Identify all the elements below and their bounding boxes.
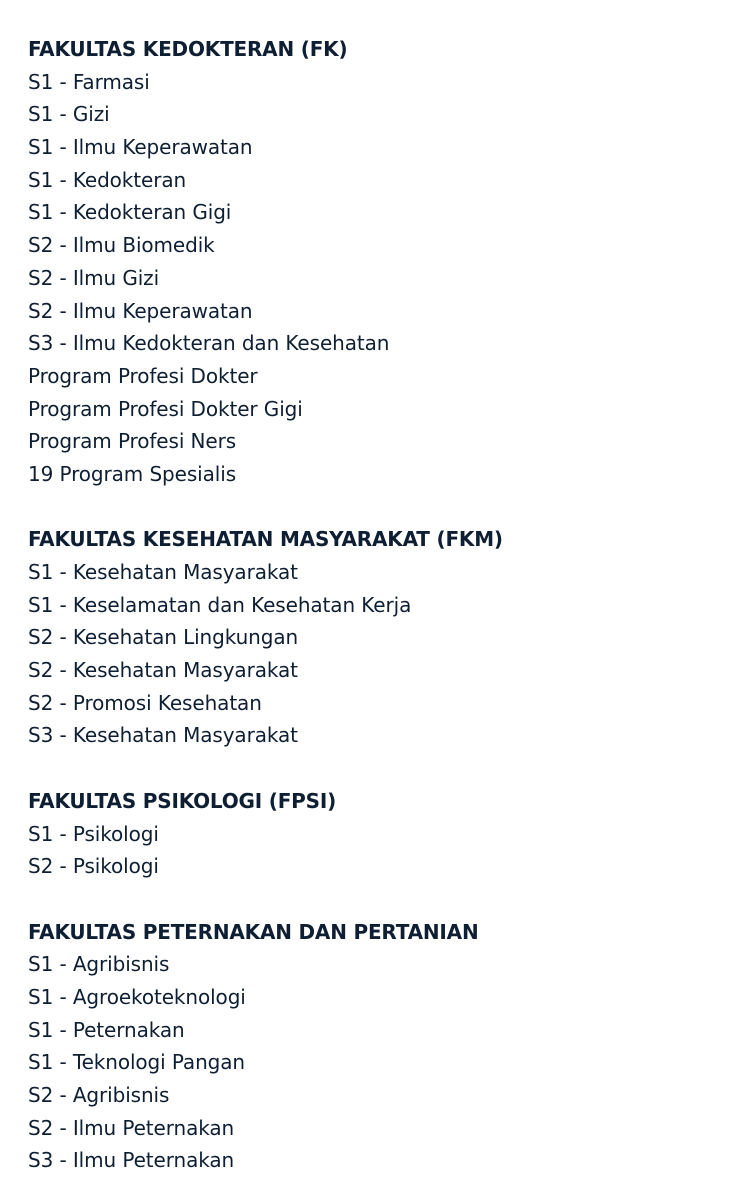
program-item: S2 - Ilmu Keperawatan xyxy=(28,298,253,323)
program-item: S2 - Ilmu Peternakan xyxy=(28,1115,235,1140)
program-item: S1 - Kesehatan Masyarakat xyxy=(28,560,298,584)
program-item: S1 - Agroekoteknologi xyxy=(28,984,246,1009)
program-item: S1 - Gizi xyxy=(28,102,110,127)
faculty-heading: FAKULTAS PETERNAKAN DAN PERTANIAN xyxy=(28,919,479,944)
program-item: Program Profesi Ners xyxy=(28,429,237,454)
program-item: S1 - Ilmu Keperawatan xyxy=(28,135,253,160)
program-item: S2 - Kesehatan Lingkungan xyxy=(28,625,299,650)
program-list xyxy=(28,556,735,752)
faculty-heading: FAKULTAS KEDOKTERAN (FK) xyxy=(28,37,348,61)
program-item: 19 Program Spesialis xyxy=(28,461,237,486)
program-item: S1 - Agribisnis xyxy=(28,952,170,977)
program-item: S3 - Ilmu Peternakan xyxy=(28,1148,235,1173)
program-item: S2 - Psikologi xyxy=(28,854,159,879)
program-item: S1 - Psikologi xyxy=(28,821,159,846)
program-item: S1 - Kedokteran xyxy=(28,167,187,192)
program-item: S3 - Kesehatan Masyarakat xyxy=(28,723,298,748)
program-list xyxy=(28,66,735,491)
program-item: S2 - Promosi Kesehatan xyxy=(28,690,262,715)
faculty-heading: FAKULTAS PSIKOLOGI (FPSI) xyxy=(28,788,337,813)
faculty-section-fkm xyxy=(28,523,735,752)
program-list xyxy=(28,948,735,1177)
program-item: S1 - Teknologi Pangan xyxy=(28,1050,245,1075)
program-item: S3 - Ilmu Kedokteran dan Kesehatan xyxy=(28,331,390,356)
faculty-section-fk xyxy=(28,33,735,491)
program-item: Program Profesi Dokter Gigi xyxy=(28,396,303,421)
program-item: S2 - Ilmu Gizi xyxy=(28,265,160,290)
faculty-heading: FAKULTAS KESEHATAN MASYARAKAT (FKM) xyxy=(28,527,503,552)
faculty-section-peternakan-pertanian xyxy=(28,916,735,1178)
program-item: S1 - Peternakan xyxy=(28,1017,185,1042)
program-item: S2 - Agribisnis xyxy=(28,1083,170,1107)
program-item: S1 - Farmasi xyxy=(28,69,150,94)
program-item: S1 - Keselamatan dan Kesehatan Kerja xyxy=(28,592,412,617)
program-item: S2 - Ilmu Biomedik xyxy=(28,233,215,258)
faculty-section-fpsi xyxy=(28,785,735,883)
program-item: S2 - Kesehatan Masyarakat xyxy=(28,658,298,683)
program-list xyxy=(28,818,735,883)
program-item: S1 - Kedokteran Gigi xyxy=(28,200,232,225)
program-item: Program Profesi Dokter xyxy=(28,363,258,388)
